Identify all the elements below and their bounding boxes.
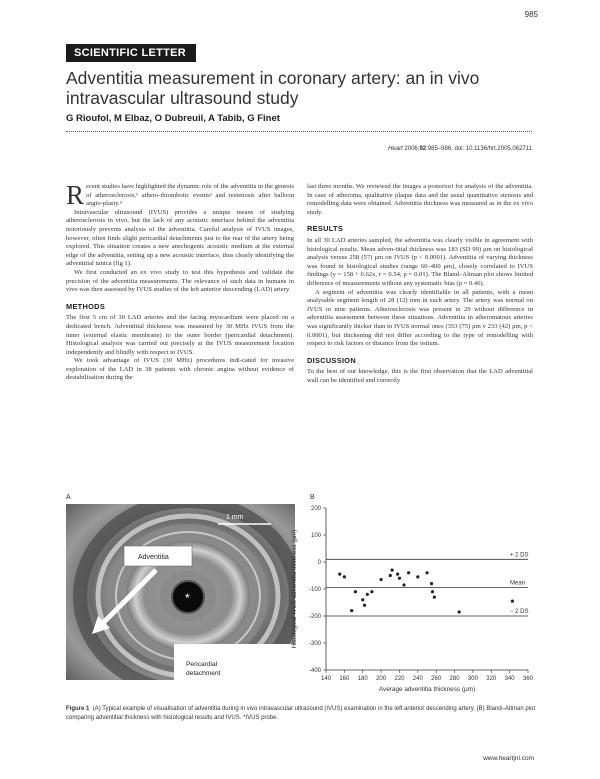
x-tick-label: 300: [467, 676, 478, 682]
scale-label: 1 mm: [226, 514, 244, 521]
data-point: [366, 593, 369, 596]
data-point: [416, 575, 419, 578]
adventitia-label: Adventitia: [138, 554, 169, 561]
x-tick-label: 320: [486, 676, 497, 682]
data-point: [370, 590, 373, 593]
data-point: [350, 609, 353, 612]
page-number: 985: [524, 10, 538, 19]
panel-b-label: B: [310, 494, 315, 501]
y-tick-label: 100: [310, 533, 321, 540]
article-title: Adventitia measurement in coronary artery: an in vivo intravascular ultrasound study: [66, 68, 480, 108]
pericardial-label: Pericardial detachment: [186, 661, 221, 677]
dotted-divider: [66, 131, 532, 132]
data-point: [425, 571, 428, 574]
y-axis-label: Histological-IVUS adventitia thickness (μm): [291, 529, 298, 649]
data-point: [389, 574, 392, 577]
y-tick-label: -200: [308, 614, 321, 621]
citation-doi: :985–986. doi: 10.1136/hrt.2005.062711: [426, 146, 532, 152]
reference-line-label: + 2 DS: [510, 552, 529, 559]
section-banner: SCIENTIFIC LETTER: [66, 44, 196, 62]
reference-line-label: − 2 DS: [510, 609, 529, 615]
methods-paragraph-1: The first 5 cm of 30 LAD arteries and the facing myocardium were placed on a dedicated bench. Adventitial thickness was measured by 30 MHz IVUS from the inner (external elastic membrane) to the outer border (pericardial detachment). Histological analysis was carried out precisely at the IVUS measurement location independently and blindly with respect to IVUS.: [66, 314, 294, 356]
citation-year: 2006;: [402, 146, 420, 152]
x-tick-label: 140: [320, 676, 332, 682]
data-point: [431, 590, 434, 593]
results-paragraph-1: In all 30 LAD arteries sampled, the adventitia was clearly visible in agreement with histological results. Mean adven-titial thickness was 183 (SD 99) μm on histological analysis versus 258 (57) μm on IVUS (p < 0.0001). Adventitia of varying thickness was found in histological studies (range 60–400 μm), closely correlated to IVUS findings (y = 158 + 0.62x, r = 0.54, p = 0.01). The Bland–Altman plot shows limited difference of measurements without any systematic bias (p = 0.46).: [307, 236, 533, 287]
discussion-paragraph: To the best of our knowledge, this is the first observation that the LAD adventitial wall can be identified and correctly: [307, 368, 533, 384]
data-point: [407, 571, 410, 574]
citation-line: [388, 146, 532, 152]
x-tick-label: 200: [376, 676, 387, 682]
data-point: [363, 604, 366, 607]
ivus-image: [66, 504, 295, 680]
x-tick-label: 340: [504, 676, 515, 682]
y-tick-label: -400: [308, 668, 321, 675]
data-point: [511, 600, 514, 603]
probe-marker: *: [185, 591, 190, 605]
data-point: [354, 590, 357, 593]
panel-a-label: A: [66, 494, 71, 501]
data-point: [402, 583, 405, 586]
results-paragraph-2: A segment of adventitia was clearly identifiable in all patients, with a mean analysable segment length of 28 (12) mm in each artery. The artery was normal on IVUS in nine patients. Atherosclerosis was present in 29 without difference in adventitia assessment between these situations. Adventitia in atheromatous arteries was significantly thicker than in IVUS normal ones (353 (75) μm v 233 (42) μm, p < 0.0001), but thickening did not differ according to the type of remodelling with respect to risk factors or distance from the ostium.: [307, 288, 533, 348]
data-point: [391, 569, 394, 572]
discussion-heading: DISCUSSION: [307, 355, 356, 365]
x-tick-label: 360: [522, 676, 534, 682]
x-tick-label: 220: [394, 676, 405, 682]
methods-heading: METHODS: [66, 301, 106, 311]
ex-vivo-paragraph: We first conducted an ex vivo study to test this hypothesis and validate the precision of the adventitia measurements. The relevance of such data in humans in vivo was then assessed by IVUS studies of the left anterior descending (LAD) artery.: [66, 268, 294, 294]
chart-svg: [286, 498, 548, 698]
figure-caption: [66, 705, 536, 723]
ivus-paragraph: Intravascular ultrasound (IVUS) provides a unique means of studying atherosclerosis in vivo, but the lack of any acoustic interface behind the adventitia notoriously prevents analysis of the adventitia. Careful analysis of IVUS images, however, often finds slight pericardial detachments just to the rear of the artery being explored. This situation creates a new anechogenic acoustic medium at the external edge of the adventitia, setting up a new acoustic interface, thus clearly identifying the adventitial tunica (fig 1).: [66, 208, 294, 268]
citation-journal: Heart: [388, 146, 403, 152]
footer-url: www.heartjnl.com: [483, 755, 534, 762]
x-tick-label: 280: [449, 676, 460, 682]
y-tick-label: 0: [317, 560, 321, 567]
bland-altman-chart: [286, 498, 548, 698]
left-column: [66, 180, 294, 383]
y-tick-label: -100: [308, 587, 321, 594]
data-point: [433, 596, 436, 599]
citation-volume: 92: [419, 146, 427, 152]
data-point: [379, 578, 382, 581]
intro-text: ecent studies have highlighted the dynamic role of the adventitia in the genesis of atherosclerosis,¹ athero-thrombotic events² and restenosis after balloon angio-plasty.³: [86, 183, 294, 208]
data-point: [361, 598, 364, 601]
reference-line-label: Mean: [510, 580, 526, 587]
x-tick-label: 180: [357, 676, 368, 682]
x-tick-label: 240: [412, 676, 423, 682]
x-tick-label: 260: [431, 676, 442, 682]
x-axis-label: Average adventitia thickness (μm): [378, 686, 476, 693]
data-point: [396, 573, 399, 576]
data-point: [338, 573, 341, 576]
methods-paragraph-2: We took advantage of IVUS (30 MHz) procedures indi-cated for invasive exploration of the LAD in 38 patients with chronic angina without evidence of destabilisation during the: [66, 357, 294, 382]
author-list: G Rioufol, M Elbaz, O Dubreuil, A Tabib, G Finet: [66, 113, 280, 124]
right-column: [307, 183, 533, 385]
caption-text: (A) Typical example of visualisation of adventitia during in vivo intravascular ultrasound (IVUS) examination in the left anterior descending artery. (B) Bland–Altman plot comparing adventitial thickness with histological results and IVUS. *IVUS probe.: [66, 706, 536, 721]
methods-continued-paragraph: last three months. We reviewed the images a posteriori for analysis of the adventitia. In case of atheroma, qualitative plaque data and the usual quantitative stenosis and remodelling data were obtained. Adventitia thickness was measured as in the ex vivo study.: [307, 183, 533, 216]
x-tick-label: 160: [339, 676, 350, 682]
data-point: [343, 575, 346, 578]
y-tick-label: -300: [308, 641, 321, 648]
y-tick-label: 200: [310, 506, 321, 513]
data-point: [458, 610, 461, 613]
intro-paragraph: [66, 180, 294, 210]
caption-label: Figure 1: [66, 706, 90, 712]
drop-cap: R: [66, 180, 85, 210]
data-point: [398, 577, 401, 580]
data-point: [430, 582, 433, 585]
results-heading: RESULTS: [307, 224, 344, 234]
